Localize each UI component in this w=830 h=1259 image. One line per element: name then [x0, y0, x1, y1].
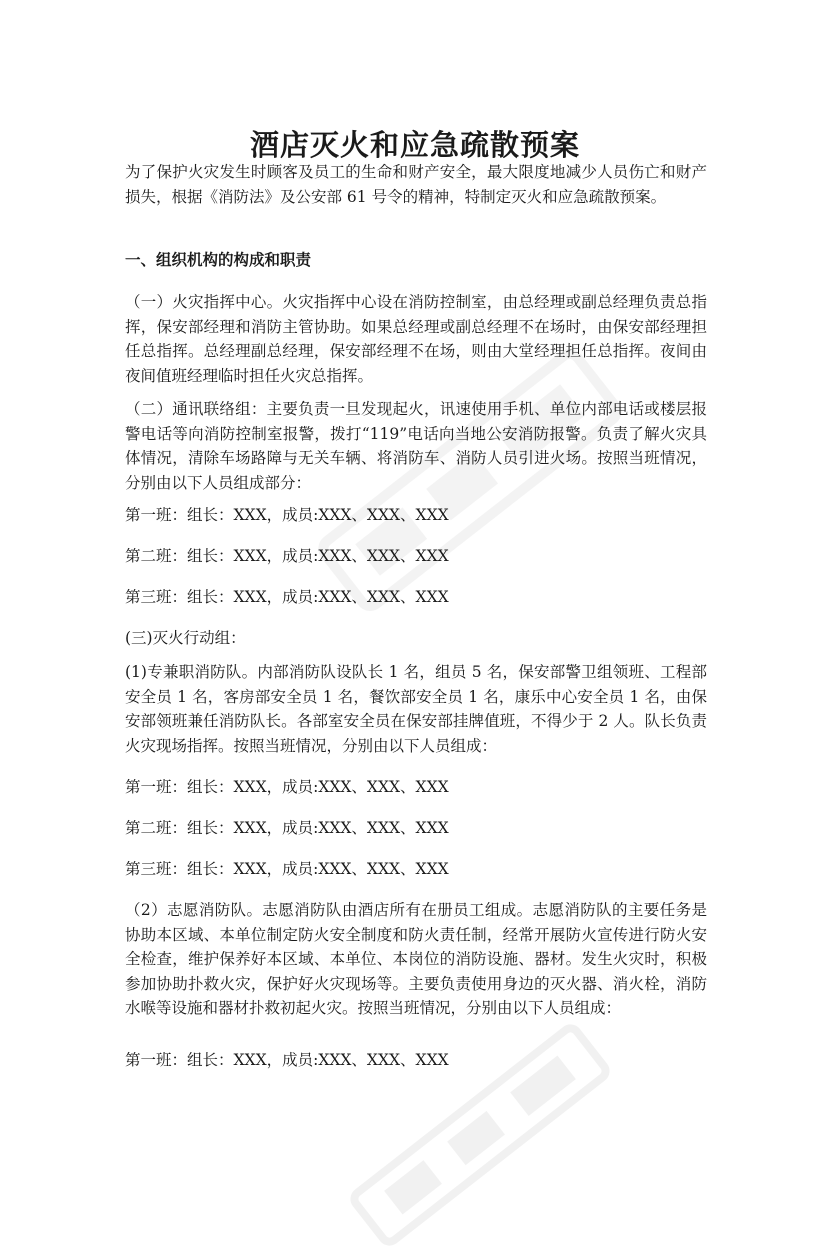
intro-paragraph: 为了保护火灾发生时顾客及员工的生命和财产安全，最大限度地减少人员伤亡和财产损失，根据《消防法》及公安部 61 号令的精神，特制定灭火和应急疏散预案。 [125, 163, 707, 206]
document-title: 酒店灭火和应急疏散预案 [249, 128, 580, 163]
paragraph-firefighting-group: (三)灭火行动组： [125, 629, 246, 647]
shift-line: 第三班：组长：XXX，成员:XXX、XXX、XXX [125, 860, 449, 878]
shift-line: 第一班：组长：XXX，成员:XXX、XXX、XXX [125, 778, 449, 796]
shift-line: 第一班：组长：XXX，成员:XXX、XXX、XXX [125, 1051, 449, 1069]
shift-line: 第二班：组长：XXX，成员:XXX、XXX、XXX [125, 819, 449, 837]
shift-line: 第一班：组长：XXX，成员:XXX、XXX、XXX [125, 506, 449, 524]
shift-line: 第二班：组长：XXX，成员:XXX、XXX、XXX [125, 547, 449, 565]
section-heading: 一、组织机构的构成和职责 [125, 250, 312, 269]
paragraph-communication-group: （二）通讯联络组：主要负责一旦发现起火，讯速使用手机、单位内部电话或楼层报警电话等向消防控制室报警，拨打“119”电话向当地公安消防报警。负责了解火灾具体情况，清除车场路障与无关车辆、将消防车、消防人员引进火场。按照当班情况，分别由以下人员组成部分： [125, 400, 707, 492]
paragraph-fire-brigade: (1)专兼职消防队。内部消防队设队长 1 名，组员 5 名，保安部警卫组领班、工程部安全员 1 名，客房部安全员 1 名，餐饮部安全员 1 名，康乐中心安全员 1 名，由保安部领班兼任消防队长。各部室安全员在保安部挂牌值班，不得少于 2 人。队长负责火灾现场指挥。按照当班情况，分别由以下人员组成： [125, 663, 707, 755]
paragraph-volunteer-brigade: （2）志愿消防队。志愿消防队由酒店所有在册员工组成。志愿消防队的主要任务是协助本区域、本单位制定防火安全制度和防火责任制，经常开展防火宣传进行防火安全检查，维护保养好本区域、本单位、本岗位的消防设施、器材。发生火灾时，积极参加协助扑救火灾，保护好火灾现场等。主要负责使用身边的灭火器、消火栓，消防水喉等设施和器材扑救初起火灾。按照当班情况，分别由以下人员组成： [125, 901, 707, 1017]
paragraph-command-center: （一）火灾指挥中心。火灾指挥中心设在消防控制室，由总经理或副总经理负责总指挥，保安部经理和消防主管协助。如果总经理或副总经理不在场时，由保安部经理担任总指挥。总经理副总经理，保安部经理不在场，则由大堂经理担任总指挥。夜间由夜间值班经理临时担任火灾总指挥。 [125, 293, 707, 385]
shift-line: 第三班：组长：XXX，成员:XXX、XXX、XXX [125, 588, 449, 606]
